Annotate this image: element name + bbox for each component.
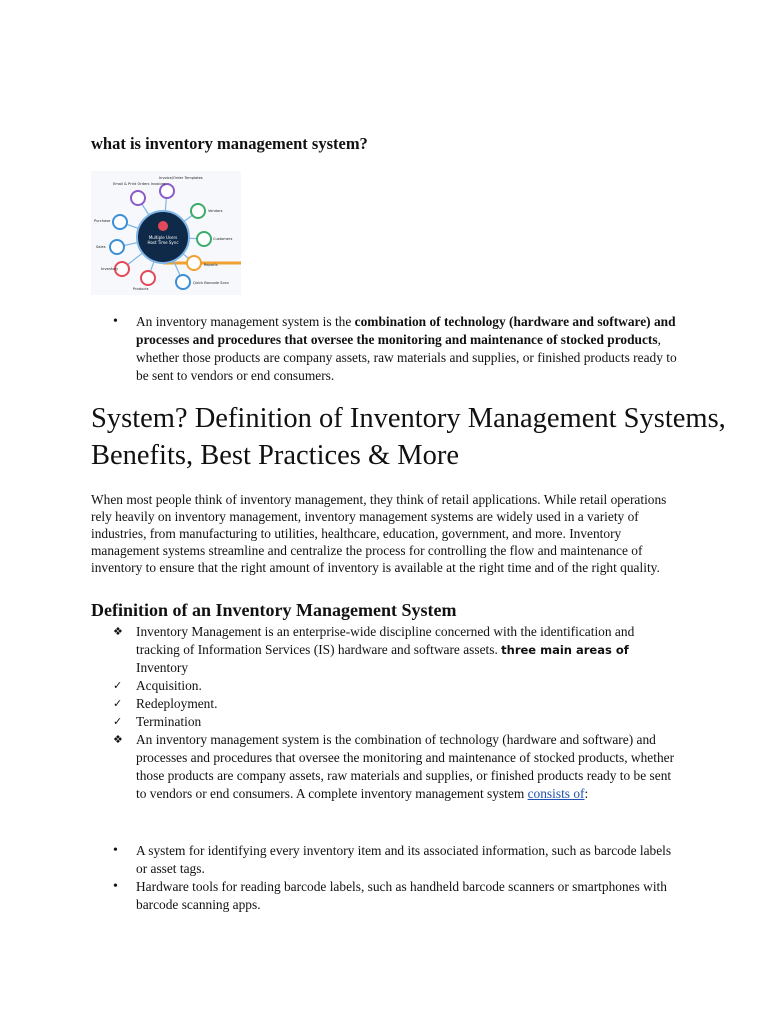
definition-heading: Definition of an Inventory Management System [91, 600, 457, 620]
lead-bullet-suffix: , whether those products are company assets, raw materials and supplies, or finished products ready to be sent to vendors or end consumers. [136, 332, 677, 383]
component-bullet-item: • A system for identifying every inventory item and its associated information, such as barcode labels or asset tags. [91, 842, 681, 878]
node-label-inventory: Reports [204, 263, 218, 267]
node-barcode-icon [176, 275, 190, 289]
lead-bullet-prefix: An inventory management system is the [136, 314, 355, 329]
node-template-icon [160, 184, 174, 198]
hub-label-2: Host Time Sync [147, 240, 179, 245]
check-item-label: Termination [136, 714, 202, 729]
definition-item-text: An inventory management system is the combination of technology (hardware and software) and processes and procedures that oversee the monitoring and maintenance of stocked products, whether those products are company assets, raw materials and supplies, or finished products ready to be sent to vendors or end consumers. A complete inventory management system [136, 732, 675, 801]
node-email-icon [131, 191, 145, 205]
definition-item-scope [91, 623, 681, 677]
node-vendors-icon [191, 204, 205, 218]
node-label-products: Products [133, 287, 149, 291]
node-label-vendors: Vendors [208, 209, 223, 213]
node-label-reports: Inventory [101, 267, 119, 271]
check-item-acquisition [91, 677, 681, 695]
node-label-barcode: Quick Barcode Scan [193, 281, 229, 285]
check-item-termination [91, 713, 681, 731]
lead-bullet-item [91, 313, 691, 385]
node-products-icon [141, 271, 155, 285]
node-label-purchase: Purchase [94, 219, 111, 223]
definition-item-bold: three main areas of [501, 643, 629, 657]
check-item-redeployment [91, 695, 681, 713]
question-heading: what is inventory management system? [91, 134, 368, 153]
node-purchase-icon [113, 215, 127, 229]
check-item-label: Redeployment. [136, 696, 218, 711]
intro-paragraph: When most people think of inventory management, they think of retail applications. While retail operations rely heavily on inventory management, inventory management systems are widely used in a variety of industries, from manufacturing to utilities, healthcare, education, government, and more. Inventory management systems streamline and centralize the process for controlling the flow and maintenance of inventory to ensure that the right amount of inventory is available at the right time and of the right quality. [91, 492, 667, 575]
node-label-customers: Customers [213, 237, 233, 241]
definition-list [91, 623, 681, 803]
consists-of-link[interactable]: consists of [527, 786, 585, 801]
node-inventory-icon [187, 256, 201, 270]
components-bullet-list [91, 842, 681, 914]
definition-item-tail: Inventory [136, 660, 189, 675]
diamond-bullet-icon: ❖ [113, 625, 123, 638]
inventory-system-diagram [91, 171, 241, 295]
node-sales-icon [110, 240, 124, 254]
definition-item-system [91, 731, 681, 803]
hub-label-1: Multiple Users [148, 235, 178, 240]
lead-bullet-bold: combination of technology (hardware and software) and processes and procedures that oversee the monitoring and maintenance of stocked products [136, 314, 676, 347]
node-customers-icon [197, 232, 211, 246]
checkmark-icon: ✓ [113, 715, 123, 728]
checkmark-icon: ✓ [113, 697, 123, 710]
node-label-sales: Sales [96, 245, 106, 249]
check-item-label: Acquisition. [136, 678, 202, 693]
lead-bullet-list [91, 313, 691, 385]
page-title: System? Definition of Inventory Management Systems, Benefits, Best Practices & More [91, 403, 726, 471]
node-label-template: Invoice/Order Templates [159, 176, 203, 180]
node-label-email: Email & Print Orders Invoices [113, 182, 166, 186]
checkmark-icon: ✓ [113, 679, 123, 692]
component-bullet-item: • Hardware tools for reading barcode labels, such as handheld barcode scanners or smartphones with barcode scanning apps. [91, 878, 681, 914]
diamond-bullet-icon: ❖ [113, 733, 123, 746]
definition-item-text: Inventory Management is an enterprise-wide discipline concerned with the identification and tracking of Information Services (IS) hardware and software assets. [136, 624, 635, 657]
definition-item-colon: : [584, 786, 589, 801]
hub-cloud-icon [158, 221, 168, 231]
